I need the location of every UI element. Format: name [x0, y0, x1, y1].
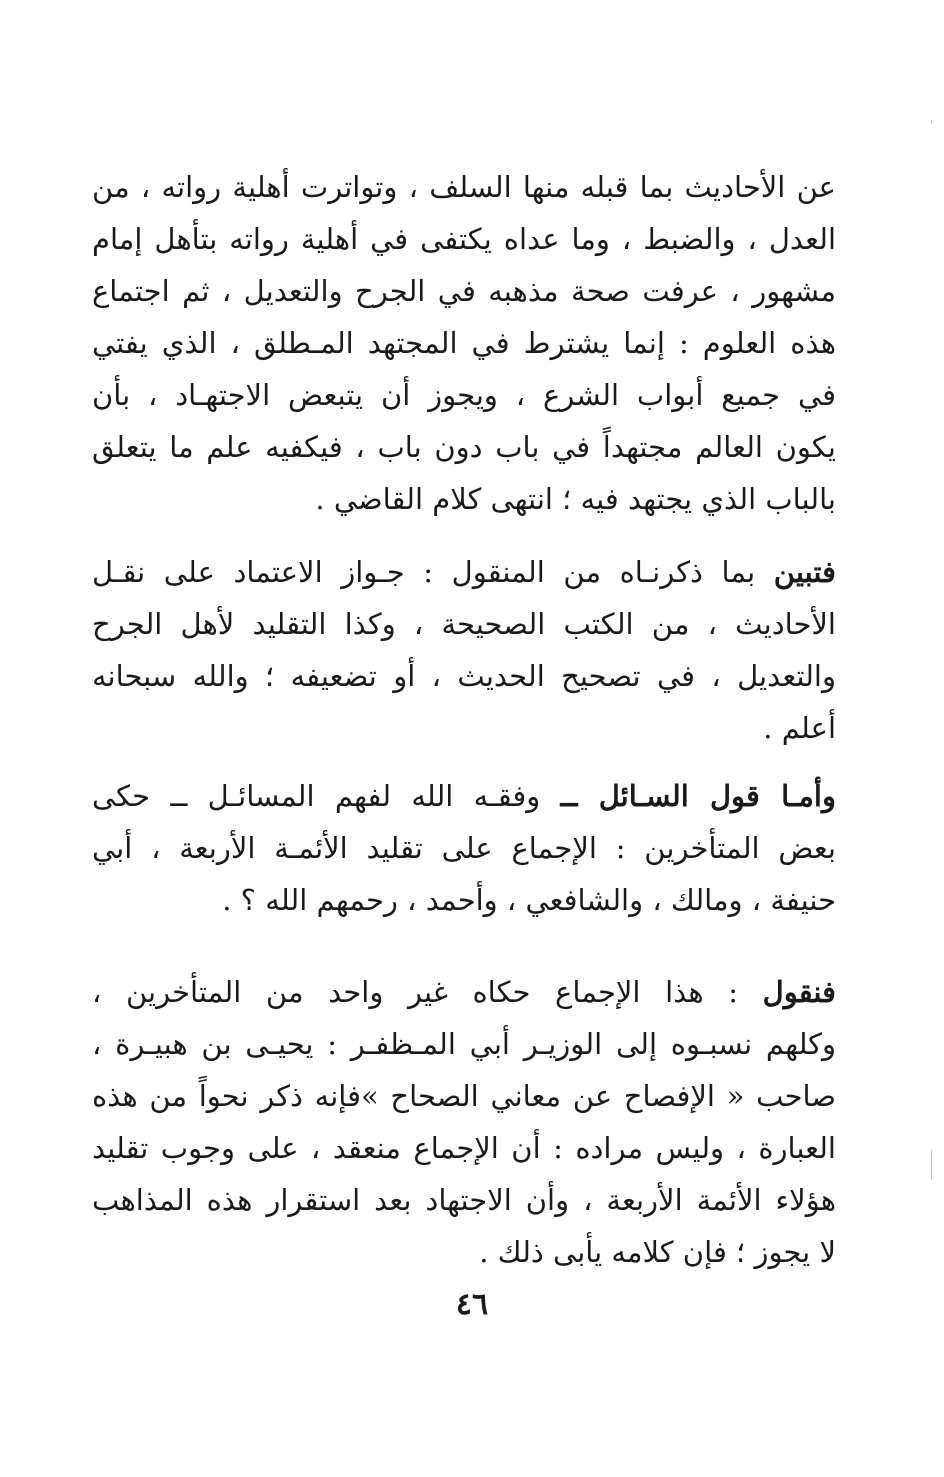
paragraph — [92, 161, 836, 525]
text-line: حنيفة ، ومالك ، والشافعي ، وأحمد ، رحمهم الله ؟ . — [222, 883, 836, 917]
text-line: العبارة ، وليس مراده : أن الإجماع منعقد ، على وجوب تقليد — [92, 1131, 836, 1165]
text-line: يكون العالم مجتهداً في باب دون باب ، فيكفيه علم ما يتعلق — [92, 430, 836, 464]
text-line: في جميع أبواب الشرع ، ويجوز أن يتبعض الاجتهـاد ، بأن — [92, 378, 836, 412]
paragraph — [92, 546, 836, 754]
page-number: ٤٦ — [455, 1287, 489, 1322]
edge-mark — [931, 120, 932, 124]
text-segment: وفقـه الله لفهم المسائـل ــ حكى — [92, 779, 561, 813]
lead-word: فتبين — [773, 555, 836, 589]
text-line: أعلم . — [763, 711, 836, 745]
lead-word: فنقول — [762, 975, 836, 1009]
text-segment: بما ذكرنـاه من المنقول : جـواز الاعتماد على نقـل — [92, 555, 774, 589]
text-segment: : هذا الإجماع حكاه غير واحد من المتأخرين ، — [92, 975, 763, 1009]
paragraph — [92, 770, 836, 926]
text-line: بالباب الذي يجتهد فيه ؛ انتهى كلام القاضي . — [315, 482, 836, 516]
text-line: لا يجوز ؛ فإن كلامه يأبى ذلك . — [479, 1235, 836, 1269]
lead-word: وأمـا قول السـائل ــ — [560, 779, 836, 813]
paragraph — [92, 966, 836, 1278]
text-line: عن الأحاديث بما قبله منها السلف ، وتواترت أهلية رواته ، من — [92, 170, 836, 204]
text-line: والتعديل ، في تصحيح الحديث ، أو تضعيفه ؛ والله سبحانه — [92, 659, 836, 693]
edge-mark — [931, 1150, 932, 1180]
text-line: مشهور ، عرفت صحة مذهبه في الجرح والتعديل ، ثم اجتماع — [92, 274, 836, 308]
text-line: بعض المتأخرين : الإجماع على تقليد الأئمـة الأربعة ، أبي — [92, 831, 836, 865]
text-line: العدل ، والضبط ، وما عداه يكتفى في أهلية رواته بتأهل إمام — [92, 222, 836, 256]
text-line-first — [92, 966, 836, 1018]
text-line-first — [92, 546, 836, 598]
text-line: وكلهم نسبـوه إلى الوزيـر أبي المـظفـر : يحيـى بن هبيـرة ، — [92, 1027, 836, 1061]
text-line-first — [92, 770, 836, 822]
text-line: هذه العلوم : إنما يشترط في المجتهد المـطلق ، الذي يفتي — [92, 326, 836, 360]
text-line: الأحاديث ، من الكتب الصحيحة ، وكذا التقليد لأهل الجرح — [92, 607, 836, 641]
text-line: هؤلاء الأئمة الأربعة ، وأن الاجتهاد بعد استقرار هذه المذاهب — [92, 1183, 836, 1217]
text-line: صاحب « الإفصاح عن معاني الصحاح »فإنه ذكر نحواً من هذه — [92, 1079, 836, 1113]
